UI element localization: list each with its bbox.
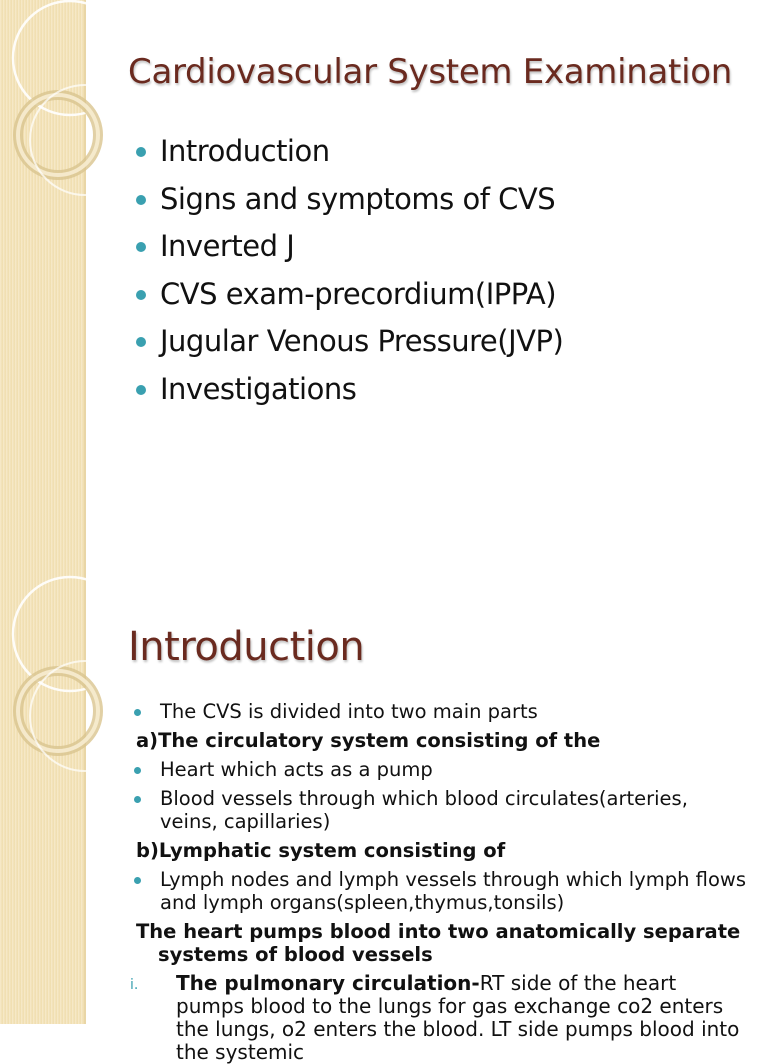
numbered-item: i. The pulmonary circulation-RT side of the heart pumps blood to the lungs for gas exchange co2 enters the lungs, o2 enters the blood. LT side pumps blood into the systemic [130,971,740,1064]
bullet-icon [136,385,146,395]
slide-title: Introduction [128,624,365,670]
bullet-icon [136,242,146,252]
list-item: Investigations [134,366,563,414]
list-item: Introduction [134,128,563,176]
topic-list [134,128,563,413]
bullet-icon [136,290,146,300]
list-item: The CVS is divided into two main parts [128,700,748,723]
decorative-rings [0,0,140,220]
list-item: Lymph nodes and lymph vessels through which lymph flows and lymph organs(spleen,thymus,tonsils) [128,868,748,914]
bullet-icon [134,796,141,803]
list-item: Jugular Venous Pressure(JVP) [134,318,563,366]
section-heading: b)Lymphatic system consisting of [136,839,506,862]
bullet-icon [136,147,146,157]
list-item: Heart which acts as a pump [128,758,748,781]
section-heading: The heart pumps blood into two anatomically separate systems of blood vessels [136,920,741,966]
bullet-icon [134,709,141,716]
bullet-icon [136,195,146,205]
list-item: CVS exam-precordium(IPPA) [134,271,563,319]
bullet-icon [134,767,141,774]
bullet-icon [134,877,141,884]
list-item: Inverted J [134,223,563,271]
section-heading: a)The circulatory system consisting of the [136,729,601,752]
list-item: Blood vessels through which blood circulates(arteries, veins, capillaries) [128,787,748,833]
slide-title: Cardiovascular System Examination [128,52,732,92]
item-number: i. [130,977,139,993]
decorative-rings [0,576,140,796]
list-item: Signs and symptoms of CVS [134,176,563,224]
slide-body [128,700,748,1064]
bullet-icon [136,337,146,347]
slide-2 [0,576,768,1064]
